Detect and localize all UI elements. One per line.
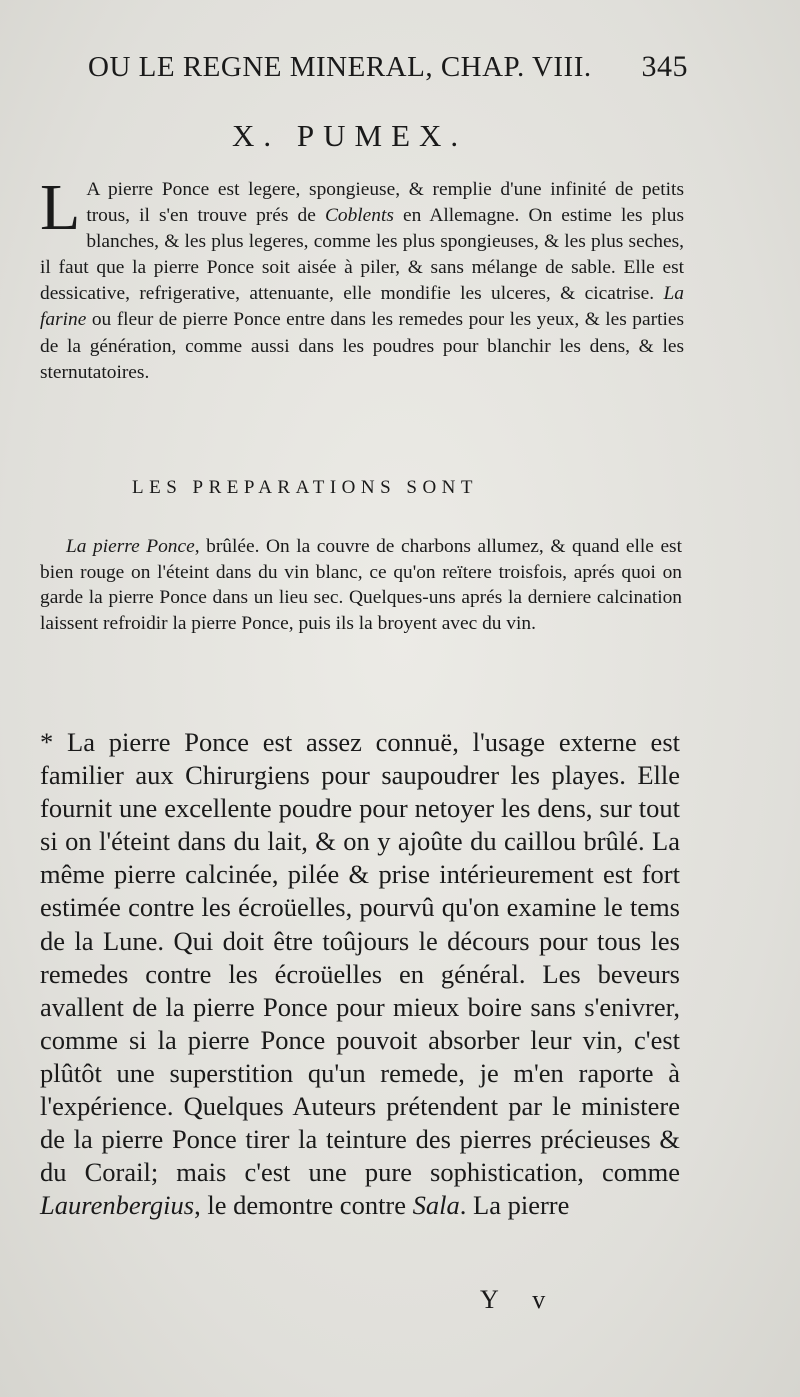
paragraph-text: en Allemagne. On estime les plus blanches, & les plus legeres, comme les plus spongieuses, & les plus seches, il faut que la pierre Ponce soit aisée à piler, & sans mélange de sable. Elle est dessicative, refrigerative, attenuante, elle mondifie les ulceres, & cicatrise. (40, 205, 684, 305)
preparations-heading: LES PREPARATIONS SONT (132, 477, 479, 498)
italic-term: La farine (40, 283, 684, 331)
running-header (88, 50, 688, 84)
paragraph-commentary (40, 726, 680, 1222)
paragraph-preparation (40, 534, 682, 636)
paragraph-text: , brûlée. On la couvre de charbons allumez, & quand elle est bien rouge on l'éteint dans du vin blanc, ce qu'on reïtere troisfois, aprés quoi on garde la pierre Ponce dans un lieu sec. Quelques-uns aprés la derniere calcination laissent refroidir la pierre Ponce, puis ils la broyent avec du vin. (40, 536, 682, 634)
running-title: OU LE REGNE MINERAL, CHAP. VIII. (88, 51, 592, 83)
author-name: Sala (412, 1190, 460, 1221)
paragraph-text: * La pierre Ponce est assez connuë, l'usage externe est familier aux Chirurgiens pour saupoudrer les playes. Elle fournit une excellente poudre pour netoyer les dens, sur tout si on l'éteint dans du lait, & on y ajoûte du caillou brûlé. La même pierre calcinée, pilée & prise intérieurement est fort estimée contre les écroüelles, pourvû qu'on examine le tems de la Lune. Qui doit être toûjours le décours pour tous les remedes contre les écroüelles en général. Les beveurs avallent de la pierre Ponce pour mieux boire sans s'enivrer, comme si la pierre Ponce pouvoit absorber leur vin, c'est plûtôt une superstition qu'un remede, je m'en raporte à l'expérience. Quelques Auteurs prétendent par le ministere de la pierre Ponce tirer la teinture des pierres précieuses & du Corail; mais c'est une pure sophistication, comme (40, 727, 680, 1188)
author-name: Laurenbergius (40, 1190, 195, 1221)
paragraph-description (40, 171, 684, 386)
page-number: 345 (641, 50, 688, 83)
italic-term: La pierre Ponce (66, 536, 195, 557)
signature-mark: Y v (480, 1285, 560, 1314)
place-name: Coblents (324, 205, 394, 227)
paragraph-text: , le demontre contre (194, 1190, 413, 1221)
paragraph-text: . La pierre (459, 1190, 570, 1221)
drop-cap: L (40, 171, 81, 244)
paragraph-text: A pierre Ponce est legere, spongieuse, & remplie d'une infinité de petits trous, il s'en trouve prés de (86, 179, 684, 227)
paragraph-text: ou fleur de pierre Ponce entre dans les remedes pour les yeux, & les parties de la génération, comme aussi dans les poudres pour blanchir les dens, & les sternutatoires. (40, 309, 684, 383)
section-title: X. PUMEX. (232, 118, 468, 153)
